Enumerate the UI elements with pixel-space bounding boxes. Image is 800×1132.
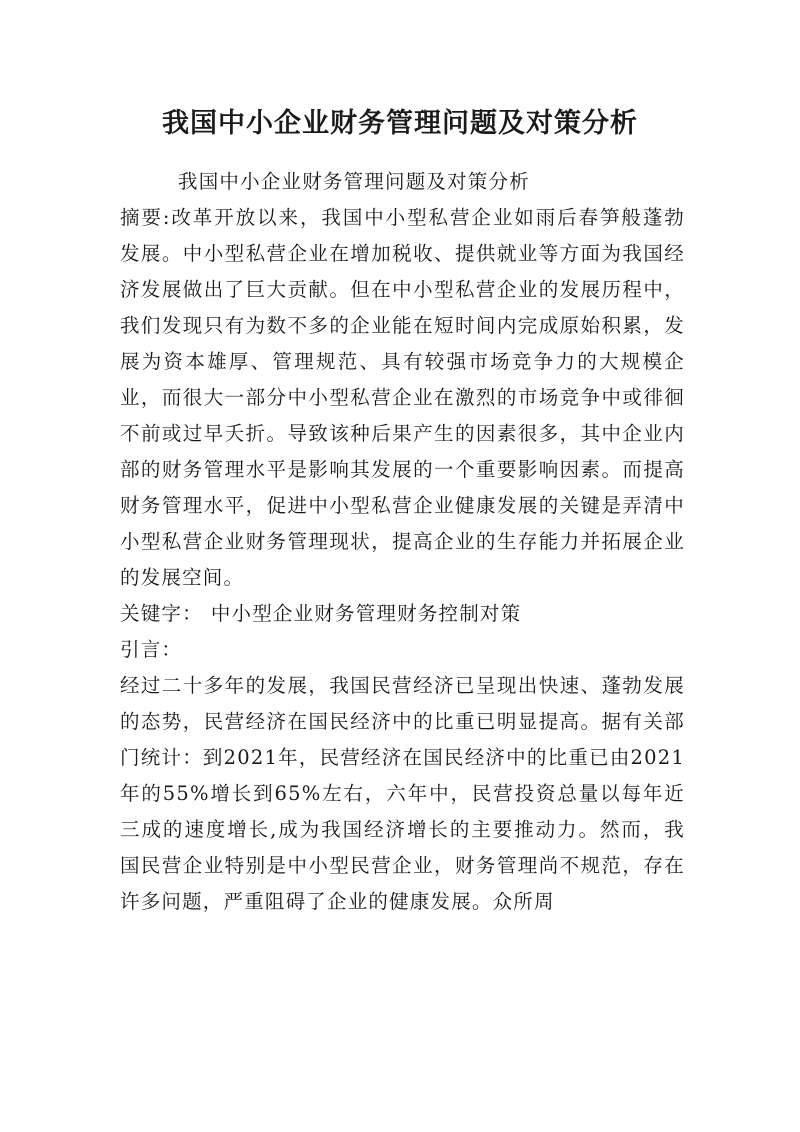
keywords-label: 关键字： xyxy=(120,602,203,625)
document-body xyxy=(120,164,685,920)
keywords-line xyxy=(120,596,685,632)
document-title: 我国中小企业财务管理问题及对策分析 xyxy=(162,108,638,139)
intro-heading: 引言： xyxy=(120,638,183,661)
document-subtitle: 我国中小企业财务管理问题及对策分析 xyxy=(178,170,530,193)
intro-paragraph: 经过二十多年的发展，我国民营经济已呈现出快速、蓬勃发展的态势，民营经济在国民经济中的比重已明显提高。据有关部门统计：到2021年，民营经济在国民经济中的比重已由2021年的55%增长到65%左右，六年中，民营投资总量以每年近三成的速度增长,成为我国经济增长的主要推动力。然而，我国民营企业特别是中小型民营企业，财务管理尚不规范，存在许多问题，严重阻碍了企业的健康发展。众所周 xyxy=(120,674,685,913)
keywords-text: 中小型企业财务管理财务控制对策 xyxy=(210,602,522,625)
abstract-paragraph: 摘要:改革开放以来，我国中小型私营企业如雨后春笋般蓬勃发展。中小型私营企业在增加税收、提供就业等方面为我国经济发展做出了巨大贡献。但在中小型私营企业的发展历程中，我们发现只有为数不多的企业能在短时间内完成原始积累，发展为资本雄厚、管理规范、具有较强市场竞争力的大规模企业，而很大一部分中小型私营企业在激烈的市场竞争中或徘徊不前或过早夭折。导致该种后果产生的因素很多，其中企业内部的财务管理水平是影响其发展的一个重要影响因素。而提高财务管理水平，促进中小型私营企业健康发展的关键是弄清中小型私营企业财务管理现状，提高企业的生存能力并拓展企业的发展空间。 xyxy=(120,206,685,589)
